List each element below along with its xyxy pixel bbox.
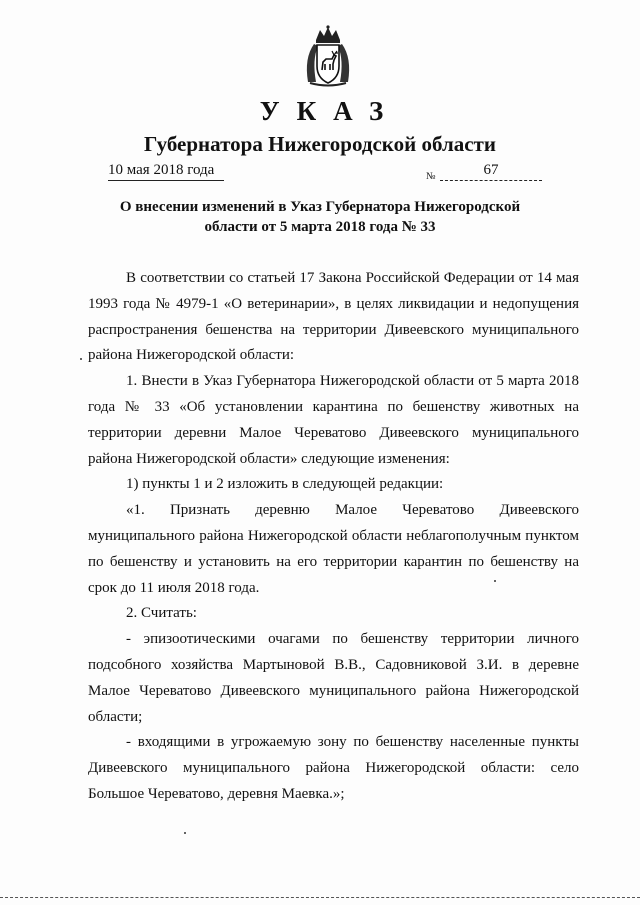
subject-line-2: области от 5 марта 2018 года № 33 [204, 219, 436, 235]
paragraph: «1. Признать деревню Малое Череватово Дивеевского муниципального района Нижегородской области неблагополучным пунктом по бешенству и установить на его территории карантин по бешенству на срок до 11 июля 2018 года. [88, 502, 579, 596]
document-date: 10 мая 2018 года [108, 162, 224, 181]
paragraph: - входящими в угрожаемую зону по бешенству населенные пункты Дивеевского муниципального района Нижегородской области: село Большое Череватово, деревня Маевка.»; [88, 734, 579, 802]
coat-of-arms-icon [296, 24, 360, 88]
paragraph: 2. Считать: [126, 605, 197, 622]
scan-speck [494, 580, 496, 582]
document-heading: УКАЗ [259, 96, 401, 126]
document-number: 67 [440, 162, 542, 181]
page-bottom-edge [0, 897, 640, 898]
paragraph: 1) пункты 1 и 2 изложить в следующей редакции: [126, 476, 444, 493]
paragraph: В соответствии со статьей 17 Закона Российской Федерации от 14 мая 1993 года № 4979-1 «О ветеринарии», в целях ликвидации и недопущения распространения бешенства на территории Дивеевского муниципального района Нижегородской области: [88, 270, 579, 364]
document-issuer: Губернатора Нижегородской области [144, 132, 496, 156]
document-body [88, 266, 579, 808]
scan-speck [80, 358, 82, 360]
paragraph: - эпизоотическими очагами по бешенству территории личного подсобного хозяйства Мартыновой В.В., Садовниковой З.И. в деревне Малое Череватово Дивеевского муниципального района Нижегородской области; [88, 631, 579, 725]
paragraph: 1. Внести в Указ Губернатора Нижегородской области от 5 марта 2018 года № 33 «Об установлении карантина по бешенству животных на территории деревни Малое Череватово Дивеевского муниципального района Нижегородской области» следующие изменения: [88, 373, 579, 467]
document-subject [100, 197, 540, 237]
number-label: № [426, 171, 436, 182]
subject-line-1: О внесении изменений в Указ Губернатора Нижегородской [119, 199, 521, 215]
scan-speck [184, 832, 186, 834]
